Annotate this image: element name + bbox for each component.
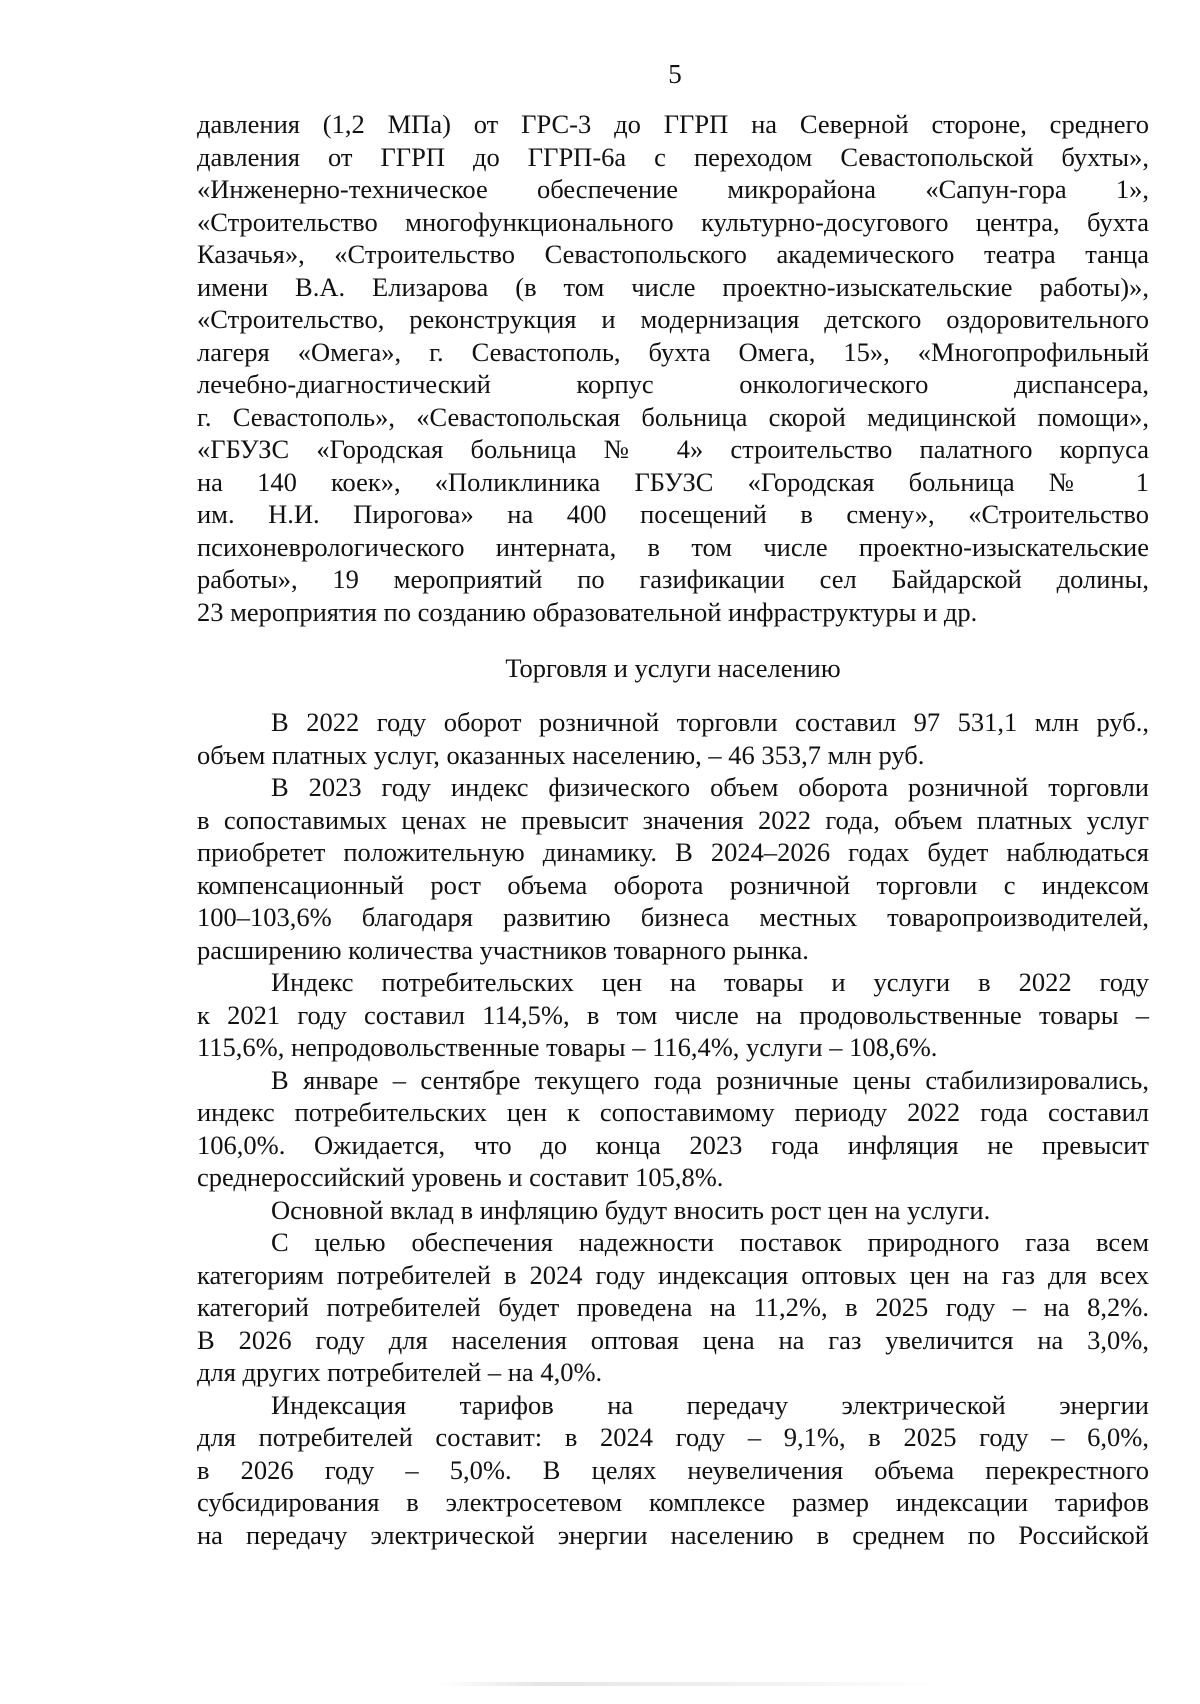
text-line: 115,6%, непродовольственные товары – 116,4%, услуги – 108,6%. xyxy=(197,1032,938,1062)
text-line: 23 мероприятия по созданию образовательной инфраструктуры и др. xyxy=(197,596,978,627)
text-line: работы», 19 мероприятий по газификации сел Байдарской долины, xyxy=(197,564,1149,594)
text-line: для потребителей составит: в 2024 году – 9,1%, в 2025 году – 6,0%, xyxy=(197,1422,1149,1452)
text-line: В 2023 году индекс физического объем оборота розничной торговли xyxy=(271,772,1149,802)
paragraph xyxy=(197,1194,1149,1227)
section-body xyxy=(197,706,1149,1551)
text-line: г. Севастополь», «Севастопольская больница скорой медицинской помощи», xyxy=(197,401,1149,432)
text-line: В 2022 году оборот розничной торговли составил 97 531,1 млн руб., xyxy=(271,707,1149,737)
paragraph xyxy=(197,1064,1149,1194)
text-line: имени В.А. Елизарова (в том числе проектно-изыскательские работы)», xyxy=(197,271,1149,302)
text-line: компенсационный рост объема оборота розничной торговли с индексом xyxy=(197,869,1149,900)
text-line: приобретет положительную динамику. В 2024–2026 годах будет наблюдаться xyxy=(197,837,1149,867)
text-line: расширению количества участников товарного рынка. xyxy=(197,934,809,965)
text-line: 106,0%. Ожидается, что до конца 2023 года инфляция не превысит xyxy=(197,1129,1149,1160)
text-line: «Инженерно-техническое обеспечение микрорайона «Сапун-гора 1», xyxy=(197,174,1149,204)
text-line: в 2026 году – 5,0%. В целях неувеличения объема перекрестного xyxy=(197,1454,1149,1485)
text-line: В январе – сентябре текущего года розничные цены стабилизировались, xyxy=(271,1064,1149,1095)
text-line: среднероссийский уровень и составит 105,8%. xyxy=(197,1162,724,1192)
paragraph xyxy=(197,1226,1149,1389)
text-line: субсидирования в электросетевом комплексе размер индексации тарифов xyxy=(197,1487,1149,1517)
text-line: «ГБУЗС «Городская больница № 4» строительство палатного корпуса xyxy=(197,434,1149,464)
text-line: «Строительство, реконструкция и модернизация детского оздоровительного xyxy=(197,304,1149,334)
text-line: на 140 коек», «Поликлиника ГБУЗС «Городская больница № 1 xyxy=(197,466,1149,497)
document-body xyxy=(197,108,1149,1551)
page-number: 5 xyxy=(668,59,682,89)
text-line: к 2021 году составил 114,5%, в том числе на продовольственные товары – xyxy=(197,999,1149,1030)
text-line: индекс потребительских цен к сопоставимому периоду 2022 года составил xyxy=(197,1097,1149,1127)
text-line: С целью обеспечения надежности поставок природного газа всем xyxy=(271,1227,1149,1257)
text-line: В 2026 году для населения оптовая цена на газ увеличится на 3,0%, xyxy=(197,1324,1149,1355)
section-heading: Торговля и услуги населению xyxy=(505,653,841,683)
text-line: категорий потребителей будет проведена на 11,2%, в 2025 году – на 8,2%. xyxy=(197,1292,1149,1322)
text-line: для других потребителей – на 4,0%. xyxy=(197,1357,603,1387)
paragraph xyxy=(197,706,1149,771)
text-line: давления от ГГРП до ГГРП-6а с переходом Севастопольской бухты», xyxy=(197,141,1149,172)
text-line: «Строительство многофункционального культурно-досугового центра, бухта xyxy=(197,206,1149,237)
text-line: давления (1,2 МПа) от ГРС-3 до ГГРП на Северной стороне, среднего xyxy=(197,109,1149,139)
paragraph xyxy=(197,966,1149,1064)
text-line: 100–103,6% благодаря развитию бизнеса местных товаропроизводителей, xyxy=(197,902,1149,932)
text-line: психоневрологического интерната, в том числе проектно-изыскательские xyxy=(197,531,1149,562)
text-line: им. Н.И. Пирогова» на 400 посещений в смену», «Строительство xyxy=(197,499,1149,529)
text-line: объем платных услуг, оказанных населению, – 46 353,7 млн руб. xyxy=(197,739,925,770)
text-line: лагеря «Омега», г. Севастополь, бухта Омега, 15», «Многопрофильный xyxy=(197,336,1149,367)
paragraph xyxy=(197,108,1149,628)
continuation-paragraph xyxy=(197,108,1149,628)
text-line: лечебно-диагностический корпус онкологического диспансера, xyxy=(197,369,1149,399)
text-line: в сопоставимых ценах не превысит значения 2022 года, объем платных услуг xyxy=(197,804,1149,835)
scan-artifact xyxy=(440,1682,940,1686)
text-line: Казачья», «Строительство Севастопольского академического театра танца xyxy=(197,239,1149,269)
paragraph xyxy=(197,1389,1149,1552)
text-line: на передачу электрической энергии населению в среднем по Российской xyxy=(197,1519,1149,1550)
text-line: Основной вклад в инфляцию будут вносить рост цен на услуги. xyxy=(271,1194,991,1225)
paragraph xyxy=(197,771,1149,966)
text-line: Индексация тарифов на передачу электрической энергии xyxy=(271,1389,1149,1420)
text-line: категориям потребителей в 2024 году индексация оптовых цен на газ для всех xyxy=(197,1259,1149,1290)
text-line: Индекс потребительских цен на товары и услуги в 2022 году xyxy=(271,967,1149,997)
